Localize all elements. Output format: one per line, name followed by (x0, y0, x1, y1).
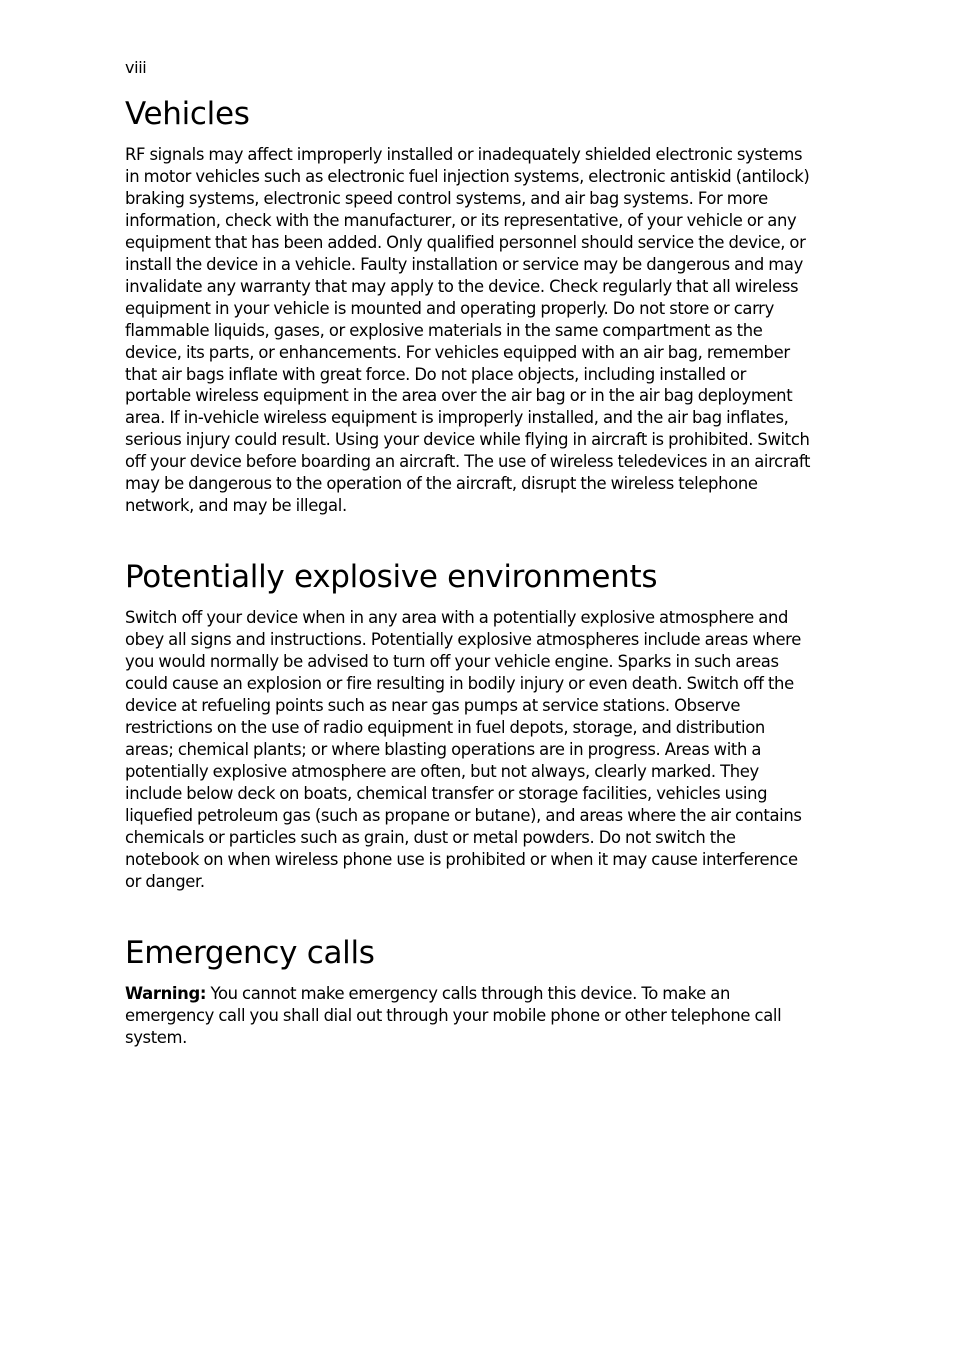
page-content (125, 94, 811, 1088)
section-vehicles (125, 94, 811, 517)
warning-text: You cannot make emergency calls through this device. To make an emergency call you shall dial out through your mobile phone or other telephone call system. (125, 983, 782, 1047)
section-heading-explosive-environments: Potentially explosive environments (125, 559, 658, 596)
section-heading-vehicles: Vehicles (125, 96, 250, 132)
section-heading-emergency-calls: Emergency calls (125, 934, 375, 971)
warning-label: Warning: (125, 983, 207, 1003)
section-emergency-calls (125, 933, 811, 1049)
section-body-vehicles: RF signals may affect improperly installed or inadequately shielded electronic systems in motor vehicles such as electronic fuel injection systems, electronic antiskid (antilock) braking systems, electronic speed control systems, and air bag systems. For more information, check with the manufacturer, or its representative, of your vehicle or any equipment that has been added. Only qualified personnel should service the device, or install the device in a vehicle. Faulty installation or service may be dangerous and may invalidate any warranty that may apply to the device. Check regularly that all wireless equipment in your vehicle is mounted and operating properly. Do not store or carry flammable liquids, gases, or explosive materials in the same compartment as the device, its parts, or enhancements. For vehicles equipped with an air bag, remember that air bags inflate with great force. Do not place objects, including installed or portable wireless equipment in the area over the air bag or in the air bag deployment area. If in-vehicle wireless equipment is improperly installed, and the air bag inflates, serious injury could result. Using your device while flying in aircraft is prohibited. Switch off your device before boarding an aircraft. The use of wireless teledevices in an aircraft may be dangerous to the operation of the aircraft, disrupt the wireless telephone network, and may be illegal. (125, 145, 811, 516)
section-explosive-environments (125, 557, 811, 892)
page-number: viii (125, 58, 147, 77)
section-body-explosive-environments: Switch off your device when in any area with a potentially explosive atmosphere and obey all signs and instructions. Potentially explosive atmospheres include areas where you would normally be advised to turn off your vehicle engine. Sparks in such areas could cause an explosion or fire resulting in bodily injury or even death. Switch off the device at refueling points such as near gas pumps at service stations. Observe restrictions on the use of radio equipment in fuel depots, storage, and distribution areas; chemical plants; or where blasting operations are in progress. Areas with a potentially explosive atmosphere are often, but not always, clearly marked. They include below deck on boats, chemical transfer or storage facilities, vehicles using liquefied petroleum gas (such as propane or butane), and areas where the air contains chemicals or particles such as grain, dust or metal powders. Do not switch the notebook on when wireless phone use is prohibited or when it may cause interference or danger. (125, 608, 802, 891)
section-body-emergency-calls (125, 983, 811, 1049)
